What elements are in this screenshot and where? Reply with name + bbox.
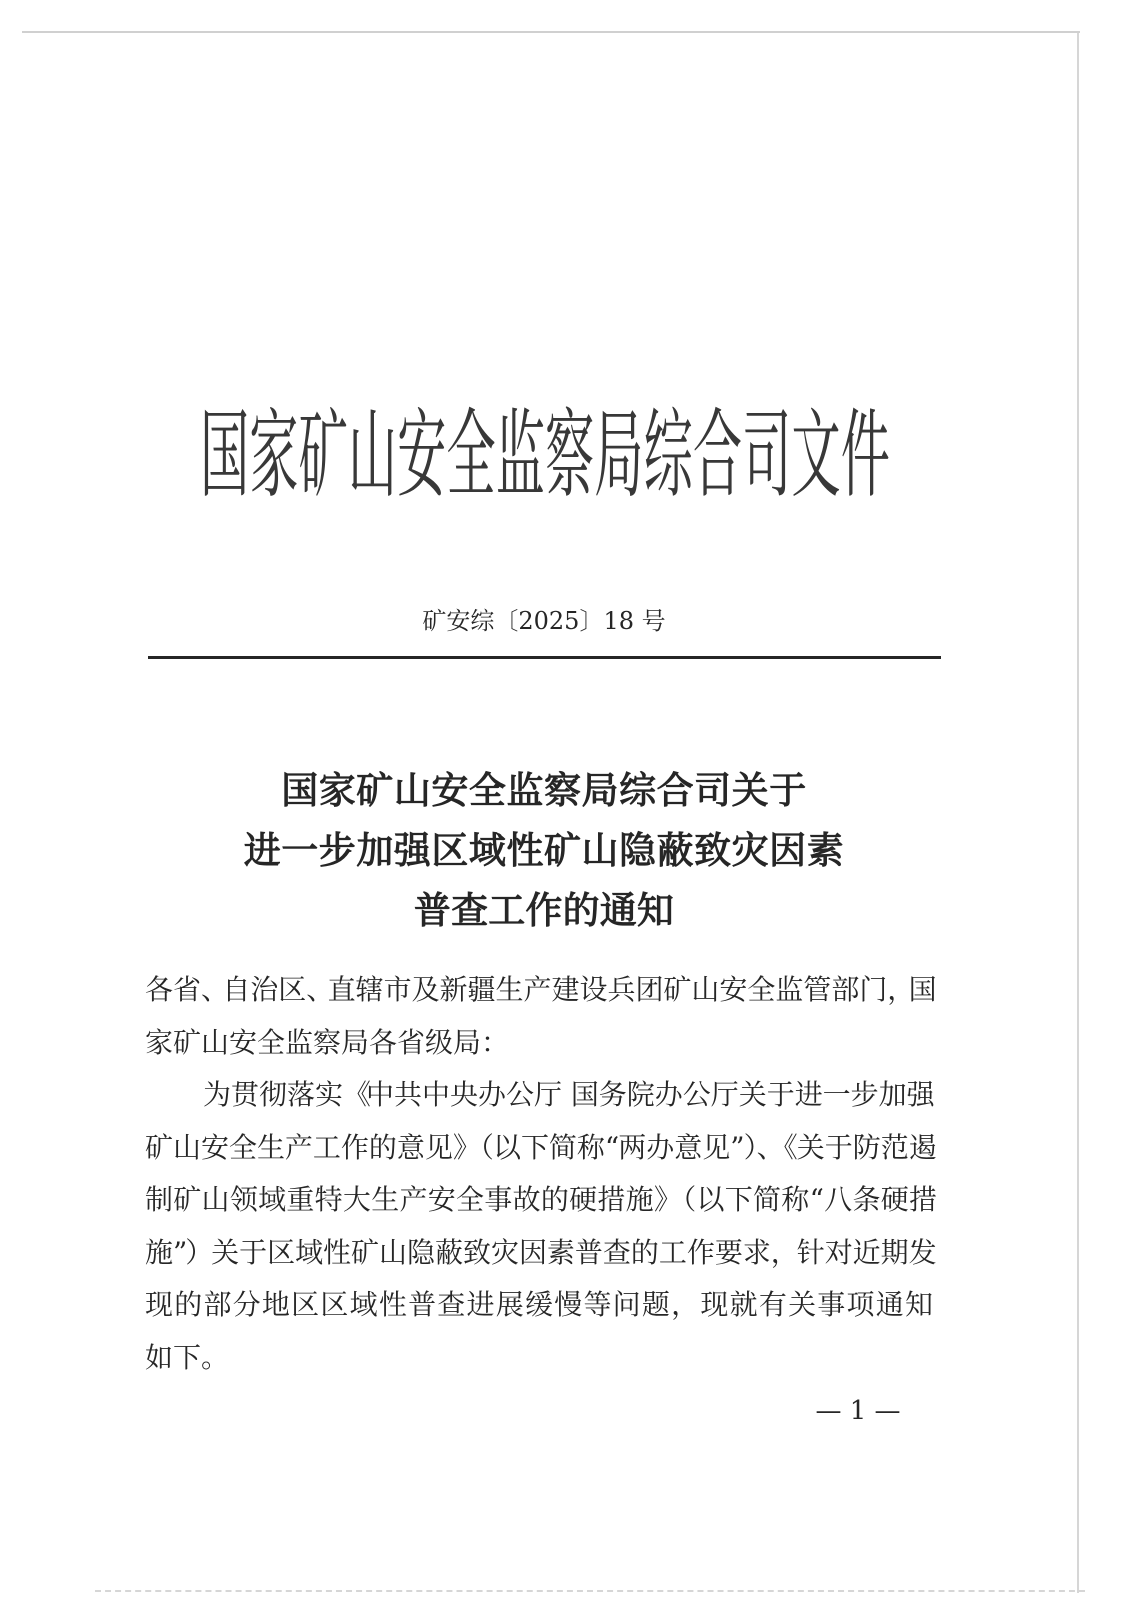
punctuation-mark: 》 (452, 1130, 480, 1164)
body-paragraph-line-4: 施”）关于区域性矿山隐蔽致灾因素普查的工作要求，针对近期发 (145, 1235, 937, 1269)
punctuation-mark: 《 (783, 1130, 797, 1164)
header-separator-line (148, 656, 941, 659)
body-paragraph-line-6: 如下。 (145, 1340, 230, 1374)
punctuation-mark: ， (770, 1235, 797, 1269)
body-paragraph-line-5: 现的部分地区区域性普查进展缓慢等问题，现就有关事项通知 (145, 1288, 935, 1321)
addressee-line-2: 家矿山安全监察局各省级局： (145, 1025, 510, 1059)
punctuation-mark: 、 (200, 973, 223, 1006)
scan-edge-top (22, 31, 1080, 33)
punctuation-mark: ” (730, 1130, 744, 1164)
scan-edge-right (1077, 33, 1079, 1593)
document-number: 矿安综〔2025〕18 号 (422, 607, 666, 635)
addressee-line-1: 各省、自治区、直辖市及新疆生产建设兵团矿山安全监管部门，国 (145, 973, 937, 1006)
document-title-line-2: 进一步加强区域性矿山隐蔽致灾因素 (243, 828, 845, 872)
body-paragraph-line-1: 为贯彻落实《中共中央办公厅 国务院办公厅关于进一步加强 (203, 1078, 935, 1111)
page-number: — 1 — (815, 1396, 901, 1426)
scan-edge-bottom (95, 1590, 1085, 1592)
punctuation-mark: 、 (306, 973, 328, 1006)
punctuation-mark: 、 (756, 1130, 784, 1164)
punctuation-mark: 《 (342, 1078, 367, 1111)
issuer-title: 国家矿山安全监察局综合司文件 (200, 399, 890, 511)
document-title-line-1: 国家矿山安全监察局综合司关于 (281, 768, 807, 812)
punctuation-mark: ） (185, 1235, 212, 1269)
punctuation-mark: ， (887, 973, 909, 1006)
body-paragraph-line-3: 制矿山领域重特大生产安全事故的硬措施》（以下简称“八条硬措 (145, 1183, 938, 1216)
punctuation-mark: “ (604, 1130, 619, 1164)
punctuation-mark: ” (172, 1235, 186, 1269)
punctuation-mark: （ (479, 1130, 493, 1164)
document-title-line-3: 普查工作的通知 (413, 888, 675, 932)
body-paragraph-line-2: 矿山安全生产工作的意见》（以下简称“两办意见”）、《关于防范遏 (145, 1130, 937, 1164)
punctuation-mark: ） (743, 1130, 757, 1164)
